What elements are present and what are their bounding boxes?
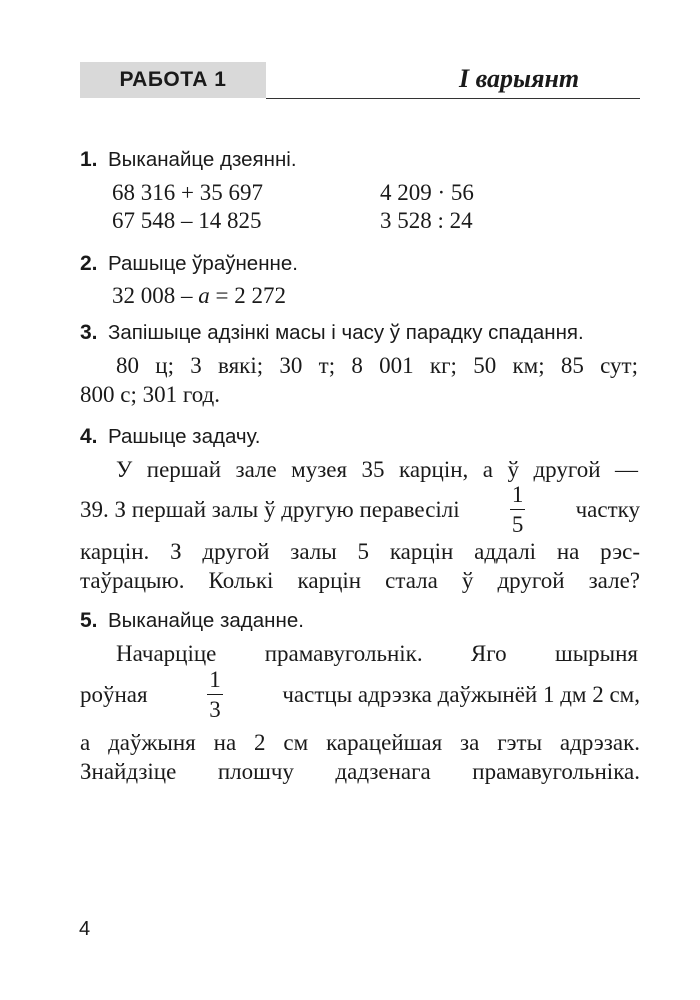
fraction-one-fifth [510,483,526,536]
variant-title: I варыянт [459,64,580,93]
fraction-denominator: 5 [511,512,524,537]
task-4-line-3: карцін. З другой залы 5 карцін аддалі на рэс- [80,539,640,564]
task-1-expr-2: 4 209 · 56 [380,180,474,205]
task-2-equation [112,283,286,309]
task-5-line-4: Знайдзіце плошчу дадзенага прамавугольніка. [80,759,640,784]
task-1-number: 1. [80,148,98,171]
task-1-expr-3: 67 548 – 14 825 [112,208,262,233]
task-4-number: 4. [80,425,98,448]
fraction-numerator: 1 [207,668,223,695]
equation-left: 32 008 – [112,283,199,308]
task-2-number: 2. [80,252,98,275]
fraction-one-third [207,668,223,721]
task-5-line-2b: частцы адрэзка даўжынёй 1 дм 2 см, [282,681,640,707]
task-3-number: 3. [80,321,98,344]
task-5-line-1: Начарціце прамавугольнік. Яго шырыня [116,641,638,666]
work-title: РАБОТА 1 [80,62,266,98]
task-5-line-2 [80,668,640,721]
equation-variable: a [198,283,210,308]
task-4-line-4: таўрацыю. Колькі карцін стала ў другой зале? [80,568,640,593]
task-3-line-1: 80 ц; 3 вякі; 30 т; 8 001 кг; 50 км; 85 сут; [116,353,638,378]
task-5-line-3: а даўжыня на 2 см карацейшая за гэты адрэзак. [80,730,640,755]
page-number: 4 [79,918,91,940]
task-1-expr-4: 3 528 : 24 [380,208,473,233]
task-2-label: Рашыце ўраўненне. [108,252,298,275]
task-4-line-2b: частку [575,496,640,522]
fraction-denominator: 3 [209,697,221,722]
header-rule [266,98,640,99]
task-4-line-2 [80,483,640,536]
task-3-label: Запішыце адзінкі масы і часу ў парадку спадання. [108,321,584,344]
task-4-line-2a: 39. З першай залы ў другую перавесілі [80,496,460,522]
page-header [80,62,640,100]
task-5-number: 5. [80,609,98,632]
fraction-numerator: 1 [510,483,526,510]
equation-right: = 2 272 [209,283,286,308]
task-5-line-2a: роўная [80,681,148,707]
task-1-label: Выканайце дзеянні. [108,148,297,171]
task-1-expr-1: 68 316 + 35 697 [112,180,263,205]
task-4-label: Рашыце задачу. [108,425,261,448]
task-4-line-1: У першай зале музея 35 карцін, а ў другой — [116,457,638,482]
task-5-label: Выканайце заданне. [108,609,304,632]
task-3-line-2: 800 с; 301 год. [80,382,220,407]
